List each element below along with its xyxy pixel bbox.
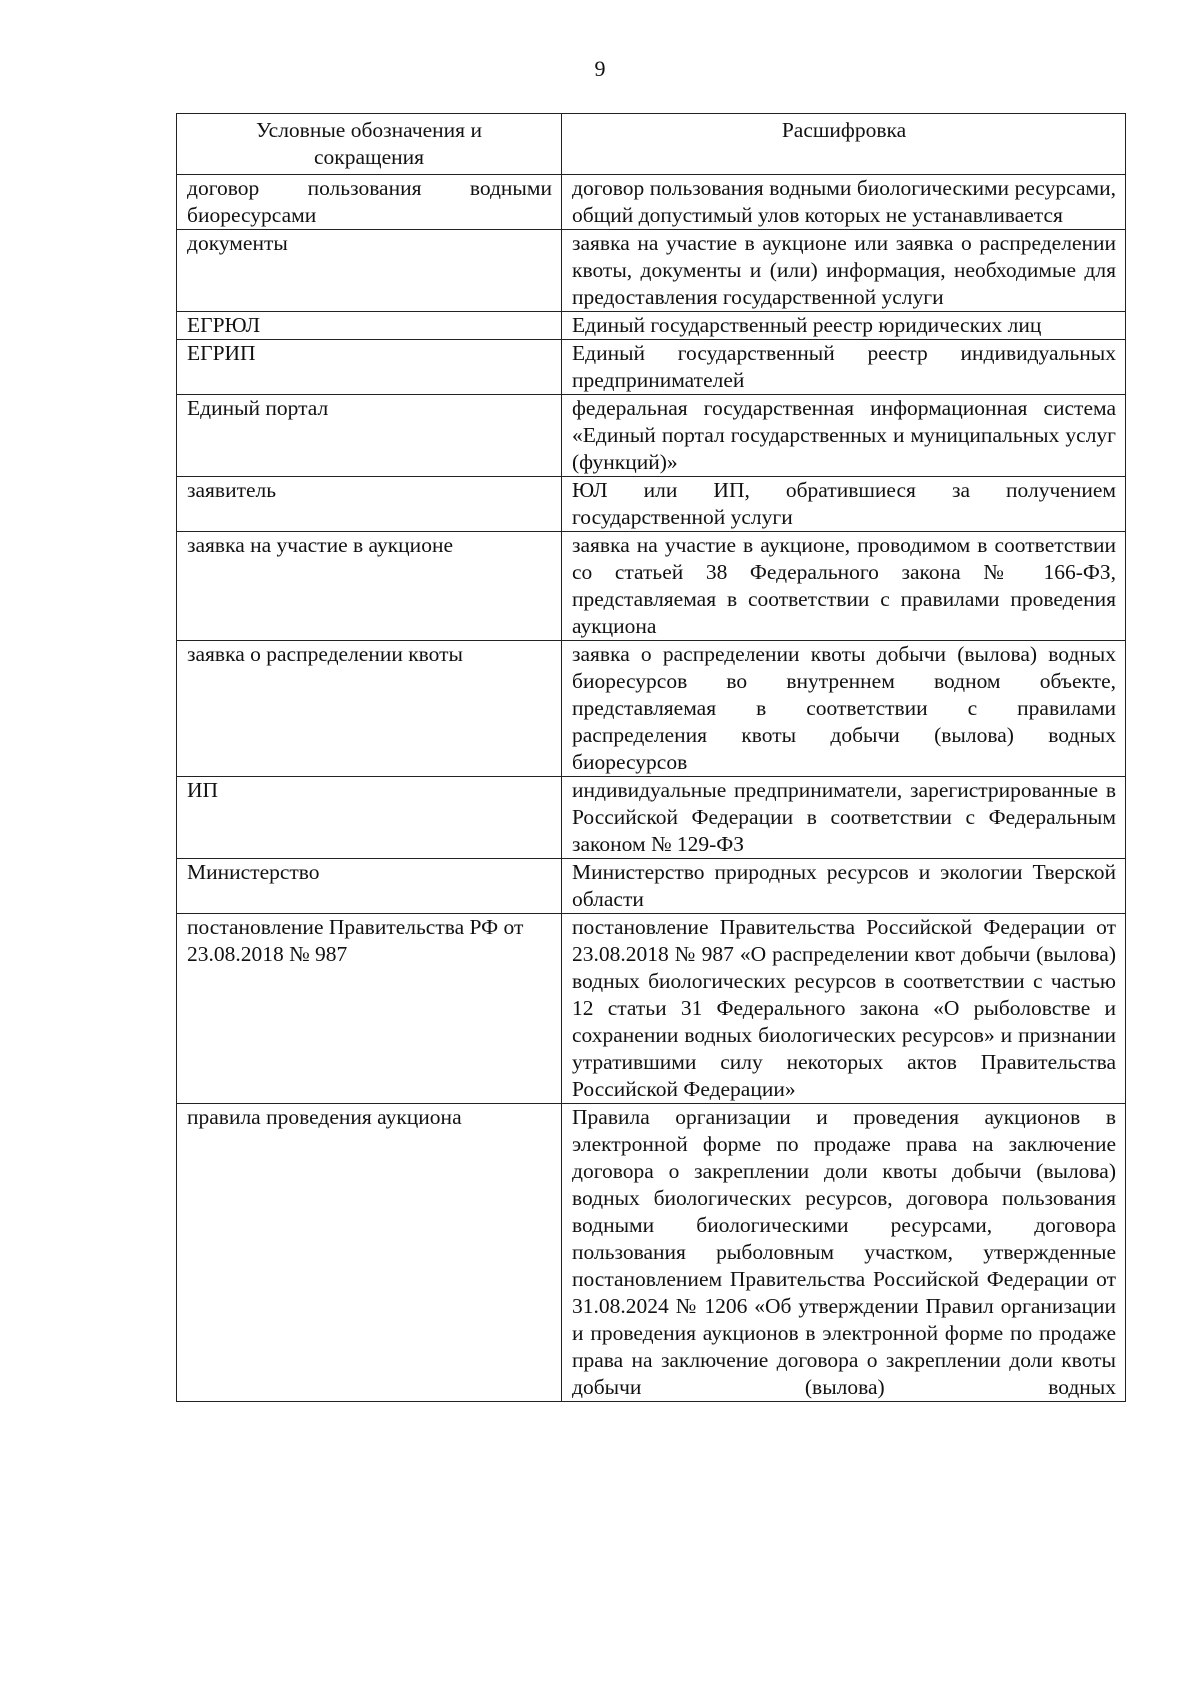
term-cell: ЕГРЮЛ [177, 312, 562, 340]
description-cell: договор пользования водными биологическими ресурсами, общий допустимый улов которых не устанавливается [562, 175, 1126, 230]
description-cell: заявка о распределении квоты добычи (вылова) водных биоресурсов во внутреннем водном объекте, представляемая в соответствии с правилами распределения квоты добычи (вылова) водных биоресурсов [562, 641, 1126, 777]
table-row [177, 641, 1126, 777]
table-row [177, 340, 1126, 395]
description-cell: постановление Правительства Российской Федерации от 23.08.2018 № 987 «О распределении квот добычи (вылова) водных биологических ресурсов в соответствии с частью 12 статьи 31 Федерального закона «О рыболовстве и сохранении водных биологических ресурсов» и признании утратившими силу некоторых актов Правительства Российской Федерации» [562, 914, 1126, 1104]
table-row [177, 859, 1126, 914]
description-cell: ЮЛ или ИП, обратившиеся за получением государственной услуги [562, 477, 1126, 532]
table-row [177, 1104, 1126, 1402]
table-row [177, 395, 1126, 477]
term-cell: договор пользования водными биоресурсами [177, 175, 562, 230]
description-cell: заявка на участие в аукционе, проводимом в соответствии со статьей 38 Федерального закона № 166-ФЗ, представляемая в соответствии с правилами проведения аукциона [562, 532, 1126, 641]
table-row [177, 532, 1126, 641]
term-cell: заявитель [177, 477, 562, 532]
term-cell: заявка о распределении квоты [177, 641, 562, 777]
description-cell: Единый государственный реестр индивидуальных предпринимателей [562, 340, 1126, 395]
description-cell: федеральная государственная информационная система «Единый портал государственных и муниципальных услуг (функций)» [562, 395, 1126, 477]
term-cell: заявка на участие в аукционе [177, 532, 562, 641]
table-row [177, 477, 1126, 532]
term-cell: постановление Правительства РФ от 23.08.2018 № 987 [177, 914, 562, 1104]
description-cell: Правила организации и проведения аукционов в электронной форме по продаже права на заключение договора о закреплении доли квоты добычи (вылова) водных биологических ресурсов, договора пользования водными биологическими ресурсами, договора пользования рыболовным участком, утвержденные постановлением Правительства Российской Федерации от 31.08.2024 № 1206 «Об утверждении Правил организации и проведения аукционов в электронной форме по продаже права на заключение договора о закреплении доли квоты добычи (вылова) водных [562, 1104, 1126, 1402]
description-cell: индивидуальные предприниматели, зарегистрированные в Российской Федерации в соответствии с Федеральным законом № 129-ФЗ [562, 777, 1126, 859]
header-decoding: Расшифровка [562, 114, 1126, 175]
description-cell: заявка на участие в аукционе или заявка о распределении квоты, документы и (или) информация, необходимые для предоставления государственной услуги [562, 230, 1126, 312]
description-cell: Министерство природных ресурсов и экологии Тверской области [562, 859, 1126, 914]
table-header-row [177, 114, 1126, 175]
term-cell: документы [177, 230, 562, 312]
term-cell: Единый портал [177, 395, 562, 477]
term-cell: Министерство [177, 859, 562, 914]
table-row [177, 175, 1126, 230]
table-row [177, 230, 1126, 312]
header-abbreviations: Условные обозначения и сокращения [177, 114, 562, 175]
abbreviations-table [176, 113, 1126, 1402]
term-cell: правила проведения аукциона [177, 1104, 562, 1402]
description-cell: Единый государственный реестр юридических лиц [562, 312, 1126, 340]
table-row [177, 312, 1126, 340]
table-row [177, 914, 1126, 1104]
page-number: 9 [594, 56, 606, 81]
term-cell: ЕГРИП [177, 340, 562, 395]
term-cell: ИП [177, 777, 562, 859]
table-row [177, 777, 1126, 859]
